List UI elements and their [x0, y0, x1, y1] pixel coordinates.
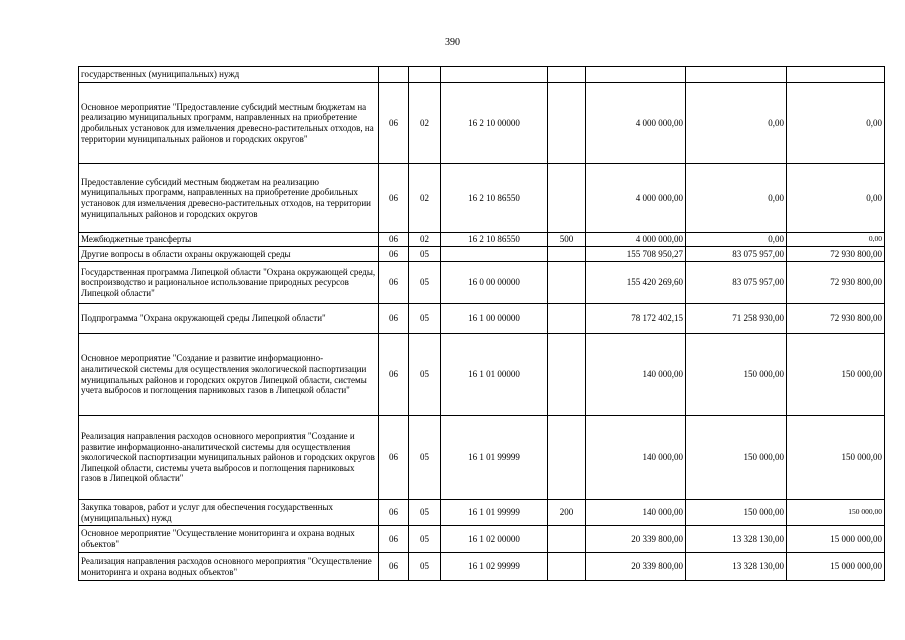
expense-type-code [548, 262, 586, 304]
target-article-code: 16 1 01 99999 [441, 416, 548, 500]
table-row [79, 164, 885, 233]
amount-year-3: 150 000,00 [787, 334, 885, 416]
section-code: 06 [379, 553, 409, 581]
subsection-code: 05 [409, 304, 441, 334]
target-article-code: 16 2 10 86550 [441, 233, 548, 247]
amount-year-3: 72 930 800,00 [787, 304, 885, 334]
table-row [79, 262, 885, 304]
amount-year-1: 140 000,00 [586, 416, 686, 500]
amount-year-3: 15 000 000,00 [787, 553, 885, 581]
amount-year-2: 13 328 130,00 [686, 526, 787, 553]
subsection-code: 02 [409, 164, 441, 233]
subsection-code: 05 [409, 262, 441, 304]
target-article-code: 16 1 01 99999 [441, 500, 548, 526]
amount-year-1: 140 000,00 [586, 334, 686, 416]
target-article-code: 16 2 10 86550 [441, 164, 548, 233]
row-name: Государственная программа Липецкой области "Охрана окружающей среды, воспроизводство и рациональное использование природных ресурсов Липецкой области" [79, 262, 379, 304]
table-row [79, 233, 885, 247]
table-row [79, 416, 885, 500]
table-row [79, 83, 885, 164]
section-code: 06 [379, 83, 409, 164]
amount-year-2: 150 000,00 [686, 416, 787, 500]
amount-year-2: 71 258 930,00 [686, 304, 787, 334]
row-name: Подпрограмма "Охрана окружающей среды Липецкой области" [79, 304, 379, 334]
amount-year-3: 72 930 800,00 [787, 262, 885, 304]
row-name: Основное мероприятие "Создание и развитие информационно-аналитической системы для осуществления экологической паспортизации муниципальных районов и городских округов Липецкой области, системы учета выбросов и поглощения парниковых газов в Липецкой области" [79, 334, 379, 416]
subsection-code: 05 [409, 526, 441, 553]
row-name: Основное мероприятие "Предоставление субсидий местным бюджетам на реализацию муниципальных программ, направленных на приобретение дробильных установок для измельчения древесно-растительных отходов, на территории муниципальных районов и городских округов" [79, 83, 379, 164]
amount-year-2: 150 000,00 [686, 334, 787, 416]
section-code: 06 [379, 334, 409, 416]
table-row [79, 67, 885, 83]
amount-year-3: 150 000,00 [787, 500, 885, 526]
amount-year-3: 150 000,00 [787, 416, 885, 500]
table-row [79, 247, 885, 262]
amount-year-1: 4 000 000,00 [586, 233, 686, 247]
subsection-code: 05 [409, 247, 441, 262]
amount-year-1 [586, 67, 686, 83]
section-code: 06 [379, 304, 409, 334]
amount-year-2: 83 075 957,00 [686, 262, 787, 304]
table-row [79, 500, 885, 526]
row-name: Основное мероприятие "Осуществление мониторинга и охрана водных объектов" [79, 526, 379, 553]
amount-year-1: 20 339 800,00 [586, 553, 686, 581]
amount-year-1: 4 000 000,00 [586, 83, 686, 164]
expense-type-code [548, 67, 586, 83]
row-name: Реализация направления расходов основного мероприятия "Создание и развитие информационно-аналитической системы для осуществления экологической паспортизации муниципальных районов и городских округов Липецкой области, системы учета выбросов и поглощения парниковых газов в Липецкой области" [79, 416, 379, 500]
target-article-code [441, 67, 548, 83]
section-code: 06 [379, 416, 409, 500]
amount-year-2: 0,00 [686, 83, 787, 164]
amount-year-2: 13 328 130,00 [686, 553, 787, 581]
table-row [79, 334, 885, 416]
budget-table [78, 66, 885, 581]
amount-year-1: 155 708 950,27 [586, 247, 686, 262]
section-code: 06 [379, 262, 409, 304]
table-row [79, 526, 885, 553]
target-article-code: 16 1 01 00000 [441, 334, 548, 416]
amount-year-3: 0,00 [787, 233, 885, 247]
expense-type-code [548, 334, 586, 416]
row-name: Предоставление субсидий местным бюджетам на реализацию муниципальных программ, направленных на приобретение дробильных установок для измельчения древесно-растительных отходов, на территории муниципальных районов и городских округов [79, 164, 379, 233]
section-code: 06 [379, 247, 409, 262]
row-name: Реализация направления расходов основного мероприятия "Осуществление мониторинга и охрана водных объектов" [79, 553, 379, 581]
expense-type-code [548, 83, 586, 164]
amount-year-2 [686, 67, 787, 83]
row-name: Закупка товаров, работ и услуг для обеспечения государственных (муниципальных) нужд [79, 500, 379, 526]
target-article-code: 16 2 10 00000 [441, 83, 548, 164]
section-code: 06 [379, 164, 409, 233]
expense-type-code [548, 304, 586, 334]
expense-type-code [548, 247, 586, 262]
subsection-code: 02 [409, 233, 441, 247]
target-article-code: 16 1 02 00000 [441, 526, 548, 553]
amount-year-2: 150 000,00 [686, 500, 787, 526]
section-code: 06 [379, 500, 409, 526]
expense-type-code: 500 [548, 233, 586, 247]
amount-year-1: 140 000,00 [586, 500, 686, 526]
subsection-code: 05 [409, 334, 441, 416]
section-code: 06 [379, 233, 409, 247]
expense-type-code [548, 553, 586, 581]
amount-year-3: 15 000 000,00 [787, 526, 885, 553]
amount-year-1: 4 000 000,00 [586, 164, 686, 233]
subsection-code: 05 [409, 553, 441, 581]
row-name: Межбюджетные трансферты [79, 233, 379, 247]
amount-year-1: 155 420 269,60 [586, 262, 686, 304]
row-name: Другие вопросы в области охраны окружающей среды [79, 247, 379, 262]
amount-year-2: 83 075 957,00 [686, 247, 787, 262]
expense-type-code [548, 416, 586, 500]
table-row [79, 553, 885, 581]
amount-year-3: 0,00 [787, 83, 885, 164]
expense-type-code: 200 [548, 500, 586, 526]
row-name: государственных (муниципальных) нужд [79, 67, 379, 83]
amount-year-2: 0,00 [686, 233, 787, 247]
section-code [379, 67, 409, 83]
expense-type-code [548, 526, 586, 553]
section-code: 06 [379, 526, 409, 553]
subsection-code: 05 [409, 416, 441, 500]
amount-year-1: 20 339 800,00 [586, 526, 686, 553]
amount-year-2: 0,00 [686, 164, 787, 233]
amount-year-1: 78 172 402,15 [586, 304, 686, 334]
subsection-code [409, 67, 441, 83]
amount-year-3: 0,00 [787, 164, 885, 233]
subsection-code: 05 [409, 500, 441, 526]
target-article-code: 16 1 00 00000 [441, 304, 548, 334]
amount-year-3: 72 930 800,00 [787, 247, 885, 262]
amount-year-3 [787, 67, 885, 83]
page-number: 390 [445, 37, 460, 48]
table-row [79, 304, 885, 334]
target-article-code [441, 247, 548, 262]
target-article-code: 16 1 02 99999 [441, 553, 548, 581]
expense-type-code [548, 164, 586, 233]
target-article-code: 16 0 00 00000 [441, 262, 548, 304]
subsection-code: 02 [409, 83, 441, 164]
